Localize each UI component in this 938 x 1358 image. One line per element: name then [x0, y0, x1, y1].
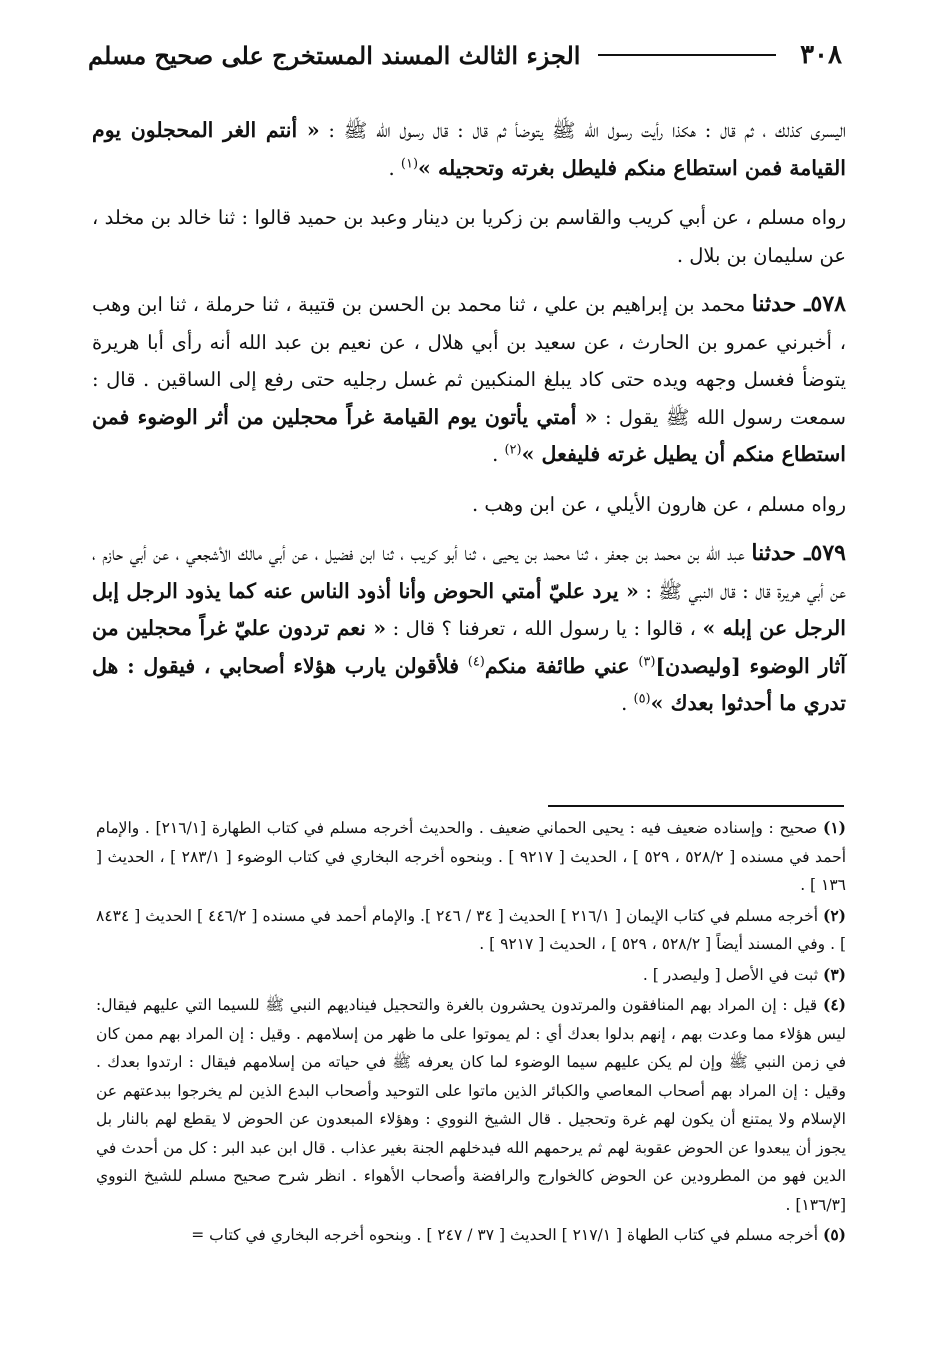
paragraph-4: [92, 486, 846, 524]
isnad-text: عبد الله بن محمد بن جعفر ، ثنا محمد بن يحيى ، ثنا أبو كريب ، ثنا ابن فضيل ، عن أبي مالك الأشجعي ، عن أبي حازم ، عن أبي هريرة قال : قال النبي ﷺ :: [92, 542, 847, 603]
paragraph-text: رواه مسلم ، عن أبي كريب والقاسم بن زكريا بن دينار وعبد بن حميد قالوا : ثنا خالد بن مخلد ، عن سليمان بن بلال .: [92, 206, 846, 267]
hadith-quote: « أمتي يأتون يوم القيامة غراً محجلين من أثر الوضوء فمن استطاع منكم أن يطيل غرته فليفعل »: [92, 404, 846, 466]
hadith-quote: « أنتم الغر المحجلون يوم القيامة فمن استطاع منكم فليطل بغرته وتحجيله »: [92, 118, 846, 180]
paragraph-2: [92, 199, 846, 274]
main-text: [92, 112, 846, 735]
hadith-579: [92, 535, 846, 723]
haddatha-label: ـ حدثنا: [751, 291, 811, 317]
isnad-text: محمد بن إبراهيم بن علي ، ثنا محمد بن الحسن بن قتيبة ، ثنا حرملة ، ثنا ابن وهب ، أخبرني عمرو بن الحارث ، عن سعيد بن أبي هلال ، عن نعيم بن عبد الله أنه رأى أبا هريرة يتوضأ فغسل وجهه ويده حتى كاد يبلغ المنكبين ثم غسل رجليه حتى رفع إلى الساقين . قال : سمعت رسول الله ﷺ يقول :: [92, 293, 846, 429]
footnote-label: (٤): [822, 995, 846, 1014]
hadith-quote-1: « يرد عليّ أمتي الحوض وأنا أذود الناس عنه كما يذود الرجل إبل الرجل عن إبله »: [92, 578, 846, 640]
footnote-label: (٢): [822, 905, 846, 925]
footnote-text: أخرجه مسلم في كتاب الطهاة [ ٢١٧/١ ] الحديث [ ٣٧ / ٢٤٧ ] . وبنحوه أخرجه البخاري في كتاب =: [191, 1226, 819, 1244]
footnote-separator: [548, 805, 844, 807]
footnote-label: (٥): [822, 1225, 846, 1244]
footnotes: [96, 814, 846, 1252]
footnote-2: [96, 902, 846, 959]
header-rule: [598, 54, 776, 56]
hadith-quote-4: فلأقولن يارب هؤلاء أصحابي ، فيقول : هل تدري ما أحدثوا بعدك »: [92, 653, 846, 715]
footnote-ref-2[interactable]: (٢): [504, 442, 522, 458]
haddatha-label: ـ حدثنا: [751, 540, 811, 566]
footnote-ref-1[interactable]: (١): [400, 156, 419, 171]
hadith-number: ٥٧٨: [810, 291, 846, 317]
hadith-quote-2: « نعم تردون عليّ غراً محجلين من آثار الوضوء [وليصدن]: [92, 616, 846, 678]
paragraph-end: .: [621, 692, 634, 715]
page-header: [88, 32, 842, 78]
footnote-ref-3[interactable]: (٣): [638, 654, 656, 669]
hadith-number: ٥٧٩: [810, 540, 846, 566]
footnote-4: [96, 991, 846, 1219]
paragraph-text: اليسرى كذلك ، ثم قال : هكذا رأيت رسول الله ﷺ يتوضأ ثم قال : قال رسول الله ﷺ :: [319, 119, 846, 142]
footnote-text: أخرجه مسلم في كتاب الإيمان [ ٢١٦/١ ] الحديث [ ٣٤ / ٢٤٦ ]. والإمام أحمد في مسنده [ ٤٤٦/٢ ] الحديث [ ٨٤٣٤ ] . وفي المسند أيضاً [ ٥٢٨/٢ ، ٥٢٩ ] ، الحديث [ ٩٢١٧ ] .: [96, 906, 846, 953]
footnote-5: [96, 1221, 846, 1250]
narration-text: ، قالوا : يا رسول الله ، تعرفنا ؟ قال :: [386, 617, 703, 640]
footnote-ref-4[interactable]: (٤): [467, 654, 485, 669]
paragraph-text: رواه مسلم ، عن هارون الأيلي ، عن ابن وهب .: [471, 492, 846, 516]
footnote-text: ثبت في الأصل [ وليصدر ] .: [642, 965, 819, 984]
running-title: الجزء الثالث المسند المستخرج على صحيح مسلم: [88, 40, 581, 70]
footnote-label: (٣): [822, 964, 846, 984]
footnote-label: (١): [822, 818, 846, 837]
footnote-3: [96, 961, 846, 990]
footnote-1: [96, 814, 846, 900]
paragraph-end: .: [388, 156, 401, 180]
paragraph-end: .: [492, 443, 505, 466]
footnote-text: صحيح : وإسناده ضعيف فيه : يحيى الحماني ضعيف . والحديث أخرجه مسلم في كتاب الطهارة [٢١٦/١] . والإمام أحمد في مسنده [ ٥٢٨/٢ ، ٥٢٩ ] ، الحديث [ ٩٢١٧ ] . وبنحوه أخرجه البخاري في كتاب الوضوء [ ٢٨٣/١ ] ، الحديث [ ١٣٦ ] .: [96, 819, 846, 894]
footnote-text: قيل : إن المراد بهم المنافقون والمرتدون يحشرون بالغرة والتحجيل فيناديهم النبي ﷺ للسيما التي عليهم فيقال: ليس هؤلاء مما وعدت بهم ، إنهم بدلوا بعدك أي : لم يموتوا على ما ظهر من إسلامهم . وقيل : إن المراد بهم ممن كان في زمن النبي ﷺ وإن لم يكن عليهم سيما الوضوء لما كان يعرفه ﷺ في حياته من إسلامهم فيقال : ارتدوا بعدك . وقيل : إن المراد بهم أصحاب المعاصي والكبائر الذين ماتوا على التوحيد وأصحاب البدع الذين لم يخرجوا ببدعتهم عن الإسلام ولا يمتنع أن يكون لهم غرة وتحجيل . قال الشيخ النووي : وهؤلاء المبعدون عن الحوض لا يقطع لهم بالنار بل يجوز أن يبعدوا عن الحوض عقوبة لهم ثم يرحمهم الله فيدخلهم الجنة بغير عذاب . قال ابن عبد البر : كل من أحدث في الدين فهو من المطرودين عن الحوض كالخوارج والرافضة وأصحاب الأهواء . انظر شرح صحيح مسلم للشيخ النووي [١٣٦/٣] .: [96, 996, 846, 1214]
hadith-578: [92, 286, 846, 474]
hadith-quote-3: عني طائفة منكم: [484, 653, 639, 678]
page-number: ٣٠٨: [800, 40, 842, 70]
paragraph-1: [92, 112, 846, 187]
footnote-ref-5[interactable]: (٥): [633, 691, 651, 707]
